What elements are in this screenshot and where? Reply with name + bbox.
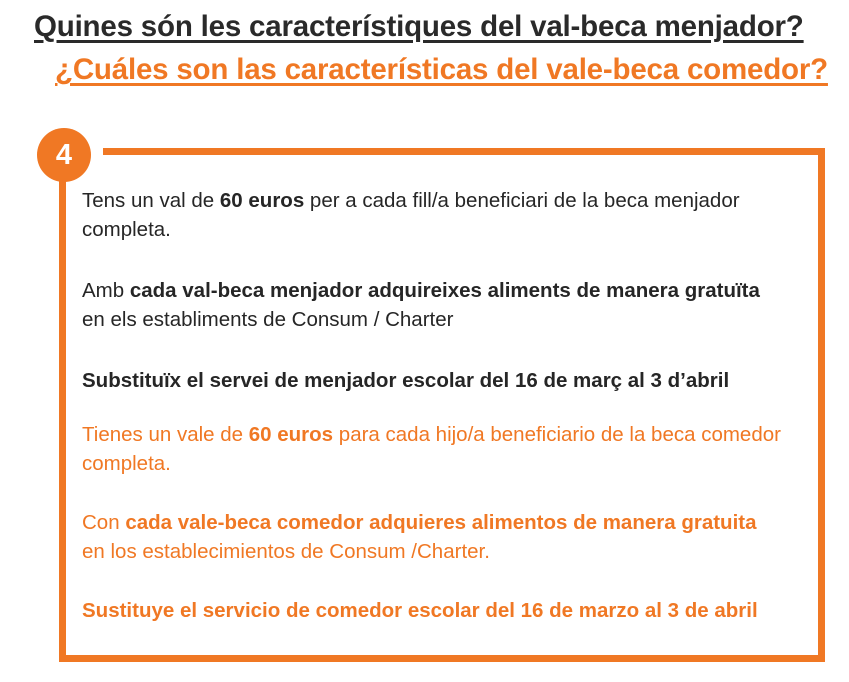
- ca-p1-text-a: Tens un val de: [82, 189, 220, 212]
- ca-p2-emphasis: cada val-beca menjador adquireixes aliments de manera gratuïta: [129, 279, 760, 302]
- step-number-badge: 4: [37, 128, 91, 182]
- title-spanish: ¿Cuáles son las características del vale-beca comedor?: [55, 53, 828, 86]
- es-replacement-period-text: Sustituye el servicio de comedor escolar del 16 de marzo al 3 de abril: [82, 599, 758, 622]
- es-p2-text-a: Con: [82, 511, 126, 534]
- es-free-food-text: [82, 508, 782, 566]
- ca-free-food-text: [82, 276, 782, 334]
- ca-replacement-period-text: Substituïx el servei de menjador escolar del 16 de març al 3 d’abril: [82, 369, 730, 392]
- es-p2-text-c: en los establecimientos de Consum /Charter.: [82, 540, 490, 563]
- es-p2-emphasis: cada vale-beca comedor adquieres alimentos de manera gratuita: [125, 511, 757, 534]
- es-p1-text-a: Tienes un vale de: [82, 423, 249, 446]
- ca-p1-text-c: per a cada fill/a beneficiari de la beca menjador completa.: [82, 189, 740, 241]
- es-p1-amount: 60 euros: [248, 423, 334, 446]
- title-catalan: Quines són les característiques del val-beca menjador?: [34, 10, 804, 43]
- es-p1-text-c: para cada hijo/a beneficiario de la beca comedor completa.: [82, 423, 781, 475]
- ca-p1-amount: 60 euros: [219, 189, 305, 212]
- ca-voucher-amount-text: [82, 186, 782, 244]
- ca-p2-text-c: en els establiments de Consum / Charter: [82, 308, 454, 331]
- es-voucher-amount-text: [82, 420, 782, 478]
- ca-p2-text-a: Amb: [82, 279, 130, 302]
